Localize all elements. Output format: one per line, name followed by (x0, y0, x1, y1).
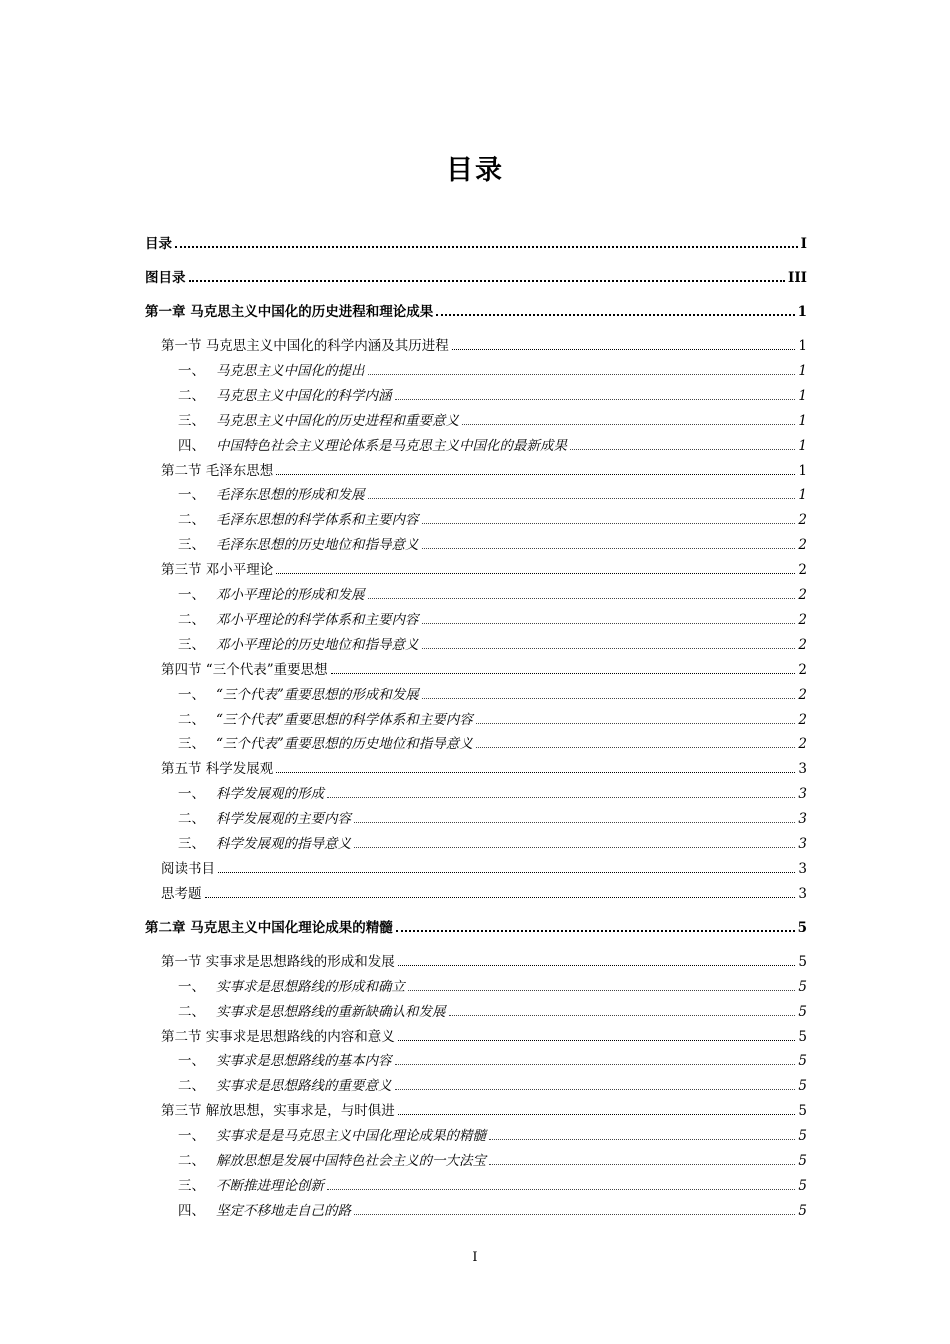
toc-entry-page: I (800, 236, 807, 252)
toc-subsection-entry[interactable] (0, 359, 950, 379)
toc-section-entry[interactable] (0, 558, 950, 578)
toc-chapter-entry[interactable] (0, 300, 950, 320)
dot-leader (327, 797, 795, 798)
toc-subsection-entry[interactable] (0, 434, 950, 454)
dot-leader (462, 424, 795, 425)
toc-entry-page: 2 (798, 587, 807, 603)
toc-entry-page: 2 (798, 611, 807, 628)
toc-entry-number: 一、 (178, 978, 205, 995)
toc-entry-text: 实事求是思想路线的形成和确立 (216, 978, 405, 995)
toc-entry-label (178, 409, 459, 429)
dot-leader (368, 374, 796, 375)
toc-entry-number: 二、 (178, 1003, 205, 1020)
toc-entry-number: 三、 (178, 836, 205, 852)
toc-subsection-entry[interactable] (0, 608, 950, 628)
toc-entry-page: 1 (798, 462, 807, 479)
toc-subsection-entry[interactable] (0, 1049, 950, 1069)
toc-entry-label: 第二节 毛泽东思想 (161, 462, 274, 479)
toc-entry-page: 5 (798, 1103, 807, 1120)
dot-leader (327, 1189, 795, 1190)
toc-entry-number: 二、 (178, 611, 205, 628)
toc-subsection-entry[interactable] (0, 1199, 950, 1219)
toc-entry-text: 实事求是思想路线的重新缺确认和发展 (216, 1003, 446, 1020)
toc-entry-label (178, 1074, 392, 1094)
toc-entry-number: 一、 (178, 1053, 205, 1070)
toc-entry-page: 3 (798, 786, 807, 803)
toc-subsection-entry[interactable] (0, 633, 950, 653)
toc-entry-page: 2 (798, 736, 807, 753)
toc-entry-text: 科学发展观的主要内容 (216, 811, 351, 828)
toc-entry-number: 二、 (178, 387, 205, 404)
toc-entry-number: 一、 (178, 362, 205, 379)
toc-entry-page: 1 (798, 412, 807, 429)
toc-entry-page: 3 (798, 860, 807, 877)
toc-entry-page: 3 (798, 761, 807, 778)
toc-entry-label (178, 608, 419, 628)
toc-entry-page: III (788, 270, 807, 286)
toc-entry-label (178, 533, 419, 553)
dot-leader (422, 623, 796, 624)
toc-entry-label (178, 975, 405, 995)
toc-entry-page: 2 (798, 562, 807, 579)
dot-leader (570, 449, 795, 450)
toc-entry-number: 二、 (178, 1078, 205, 1095)
toc-entry-label (178, 1049, 392, 1069)
dot-leader (368, 498, 796, 499)
toc-entry-number: 三、 (178, 537, 205, 554)
toc-entry-label (178, 384, 392, 404)
dot-leader (408, 990, 795, 991)
dot-leader (422, 523, 796, 524)
toc-entry-text: 邓小平理论的历史地位和指导意义 (216, 636, 419, 653)
toc-entry-label: 第二节 实事求是思想路线的内容和意义 (161, 1028, 395, 1045)
toc-entry-page: 5 (798, 1177, 807, 1194)
toc-section-entry[interactable] (0, 757, 950, 777)
toc-entry-text: 马克思主义中国化的科学内涵 (216, 387, 392, 404)
toc-entry-label (178, 359, 365, 379)
toc-entry-page: 1 (797, 304, 807, 320)
dot-leader (354, 847, 795, 848)
toc-entry-label (178, 508, 419, 528)
dot-leader (422, 548, 796, 549)
toc-entry-page: 5 (798, 978, 807, 995)
toc-entry-text: “三个代表”重要思想的历史地位和指导意义 (216, 736, 473, 753)
dot-leader (175, 246, 798, 248)
toc-subsection-entry[interactable] (0, 1149, 950, 1169)
toc-entry-text: “三个代表”重要思想的科学体系和主要内容 (216, 711, 473, 728)
toc-entry-label (178, 708, 473, 728)
toc-entry-page: 1 (798, 362, 807, 379)
toc-subsection-entry[interactable] (0, 409, 950, 429)
toc-entry-text: 邓小平理论的形成和发展 (216, 587, 365, 603)
toc-subsection-entry[interactable] (0, 683, 950, 703)
dot-leader (422, 698, 796, 699)
toc-entry-page: 3 (798, 836, 807, 852)
toc-entry-label: 第五节 科学发展观 (161, 761, 274, 778)
page-title: 目录 (446, 155, 504, 186)
dot-leader (398, 1040, 796, 1041)
toc-entry-text: 毛泽东思想的形成和发展 (216, 487, 365, 504)
toc-entry-page: 2 (798, 512, 807, 529)
toc-entry-text: 毛泽东思想的科学体系和主要内容 (216, 512, 419, 529)
dot-leader (422, 648, 796, 649)
toc-entry-text: 实事求是是马克思主义中国化理论成果的精髓 (216, 1128, 486, 1145)
dot-leader (436, 314, 794, 316)
dot-leader (476, 747, 796, 748)
toc-subsection-entry[interactable] (0, 533, 950, 553)
toc-entry-text: 不断推进理论创新 (216, 1177, 324, 1194)
toc-entry-number: 二、 (178, 711, 205, 728)
toc-entry-text: 马克思主义中国化的历史进程和重要意义 (216, 412, 459, 429)
dot-leader (395, 399, 796, 400)
dot-leader (205, 897, 796, 898)
toc-entry-page: 2 (798, 686, 807, 703)
toc-entry-label (178, 1000, 446, 1020)
toc-subsection-entry[interactable] (0, 1000, 950, 1020)
toc-entry-number: 一、 (178, 786, 205, 803)
toc-entry-label: 第三节 解放思想，实事求是，与时俱进 (161, 1103, 395, 1120)
dot-leader (489, 1139, 795, 1140)
toc-entry-text: 科学发展观的指导意义 (216, 836, 351, 852)
dot-leader (396, 930, 795, 932)
toc-entry-label: 第一章 马克思主义中国化的历史进程和理论成果 (145, 304, 434, 320)
dot-leader (354, 1214, 795, 1215)
dot-leader (218, 872, 795, 873)
toc-entry-page: 2 (798, 636, 807, 653)
dot-leader (398, 1114, 796, 1115)
toc-section-entry[interactable] (0, 334, 950, 354)
toc-section-entry[interactable] (0, 459, 950, 479)
toc-entry-page: 5 (798, 953, 807, 970)
toc-subsection-entry[interactable] (0, 1074, 950, 1094)
toc-entry-number: 三、 (178, 1177, 205, 1194)
toc-entry-label (178, 832, 351, 852)
toc-entry-page: 1 (798, 437, 807, 454)
toc-entry-label: 图目录 (145, 270, 186, 286)
toc-entry-label (178, 1199, 351, 1219)
toc-subsection-entry[interactable] (0, 782, 950, 802)
dot-leader (449, 1015, 796, 1016)
toc-entry-page: 5 (798, 1028, 807, 1045)
dot-leader (276, 573, 795, 574)
toc-entry-label (178, 1174, 324, 1194)
toc-entry-page: 3 (798, 885, 807, 902)
toc-entry-page: 1 (798, 338, 807, 354)
toc-entry-page: 5 (798, 1153, 807, 1169)
toc-chapter-entry[interactable] (0, 916, 950, 936)
toc-entry-label: 第三节 邓小平理论 (161, 562, 274, 579)
dot-leader (398, 965, 796, 966)
toc-entry-page: 1 (798, 487, 807, 504)
toc-entry-label: 目录 (145, 236, 172, 252)
toc-entry-page: 5 (798, 1003, 807, 1020)
toc-entry-label (178, 782, 324, 802)
toc-entry-number: 二、 (178, 811, 205, 828)
toc-entry-page: 5 (797, 919, 807, 936)
toc-subsection-entry[interactable] (0, 732, 950, 752)
toc-entry-page: 5 (798, 1053, 807, 1070)
toc-subsection-entry[interactable] (0, 1124, 950, 1144)
toc-entry-page: 2 (798, 711, 807, 728)
toc-entry-text: “三个代表”重要思想的形成和发展 (216, 686, 419, 703)
toc-section-entry[interactable] (0, 950, 950, 970)
toc-entry-label: 思考题 (161, 885, 202, 902)
toc-entry-label (178, 1149, 486, 1169)
toc-entry-label: 第二章 马克思主义中国化理论成果的精髓 (145, 919, 393, 936)
dot-leader (331, 673, 796, 674)
toc-entry-number: 二、 (178, 512, 205, 529)
toc-entry-number: 一、 (178, 487, 205, 504)
toc-entry-number: 四、 (178, 1202, 205, 1219)
toc-section-entry[interactable] (0, 857, 950, 877)
toc-section-entry[interactable] (0, 1099, 950, 1119)
dot-leader (395, 1064, 796, 1065)
toc-entry-text: 实事求是思想路线的重要意义 (216, 1078, 392, 1095)
toc-subsection-entry[interactable] (0, 483, 950, 503)
toc-entry-label (178, 732, 473, 752)
toc-entry-label: 第四节 “三个代表”重要思想 (161, 661, 328, 678)
toc-entry-number: 一、 (178, 686, 205, 703)
dot-leader (276, 474, 795, 475)
toc-entry-label: 第一节 马克思主义中国化的科学内涵及其历进程 (161, 338, 449, 354)
toc-section-entry[interactable] (0, 658, 950, 678)
toc-subsection-entry[interactable] (0, 807, 950, 827)
toc-entry-text: 解放思想是发展中国特色社会主义的一大法宝 (216, 1153, 486, 1169)
toc-subsection-entry[interactable] (0, 832, 950, 852)
toc-entry-label: 第一节 实事求是思想路线的形成和发展 (161, 953, 395, 970)
toc-entry-number: 三、 (178, 736, 205, 753)
toc-entry-label (178, 807, 351, 827)
toc-entry-text: 中国特色社会主义理论体系是马克思主义中国化的最新成果 (216, 437, 567, 454)
toc-chapter-entry[interactable] (0, 266, 950, 286)
toc-entry-text: 科学发展观的形成 (216, 786, 324, 803)
toc-entry-label (178, 633, 419, 653)
toc-section-entry[interactable] (0, 882, 950, 902)
toc-entry-label: 阅读书目 (161, 860, 215, 877)
toc-entry-label (178, 683, 419, 703)
toc-entry-page: 2 (798, 537, 807, 554)
dot-leader (189, 280, 786, 282)
toc-entry-page: 1 (798, 387, 807, 404)
toc-entry-page: 2 (798, 661, 807, 678)
dot-leader (276, 772, 795, 773)
toc-entry-label (178, 583, 365, 603)
toc-entry-number: 一、 (178, 1128, 205, 1145)
toc-entry-number: 三、 (178, 412, 205, 429)
toc-subsection-entry[interactable] (0, 508, 950, 528)
toc-section-entry[interactable] (0, 1025, 950, 1045)
dot-leader (354, 822, 795, 823)
toc-entry-number: 二、 (178, 1153, 205, 1169)
toc-entry-text: 邓小平理论的科学体系和主要内容 (216, 611, 419, 628)
toc-entry-number: 一、 (178, 587, 205, 603)
toc-subsection-entry[interactable] (0, 384, 950, 404)
toc-entry-text: 坚定不移地走自己的路 (216, 1202, 351, 1219)
toc-subsection-entry[interactable] (0, 708, 950, 728)
toc-entry-page: 3 (798, 811, 807, 828)
dot-leader (395, 1089, 796, 1090)
toc-entry-label (178, 1124, 486, 1144)
toc-subsection-entry[interactable] (0, 583, 950, 603)
footer-page-number: I (472, 1250, 478, 1265)
dot-leader (368, 598, 796, 599)
dot-leader (489, 1164, 795, 1165)
toc-entry-text: 实事求是思想路线的基本内容 (216, 1053, 392, 1070)
dot-leader (476, 723, 796, 724)
toc-entry-label (178, 483, 365, 503)
toc-subsection-entry[interactable] (0, 975, 950, 995)
toc-entry-page: 5 (798, 1078, 807, 1095)
toc-chapter-entry[interactable] (0, 232, 950, 252)
toc-entry-number: 三、 (178, 636, 205, 653)
toc-subsection-entry[interactable] (0, 1174, 950, 1194)
toc-entry-page: 5 (798, 1202, 807, 1219)
toc-entry-number: 四、 (178, 437, 205, 454)
dot-leader (452, 349, 796, 350)
toc-entry-text: 毛泽东思想的历史地位和指导意义 (216, 537, 419, 554)
toc-entry-page: 5 (798, 1128, 807, 1145)
toc-entry-label (178, 434, 567, 454)
toc-entry-text: 马克思主义中国化的提出 (216, 362, 365, 379)
